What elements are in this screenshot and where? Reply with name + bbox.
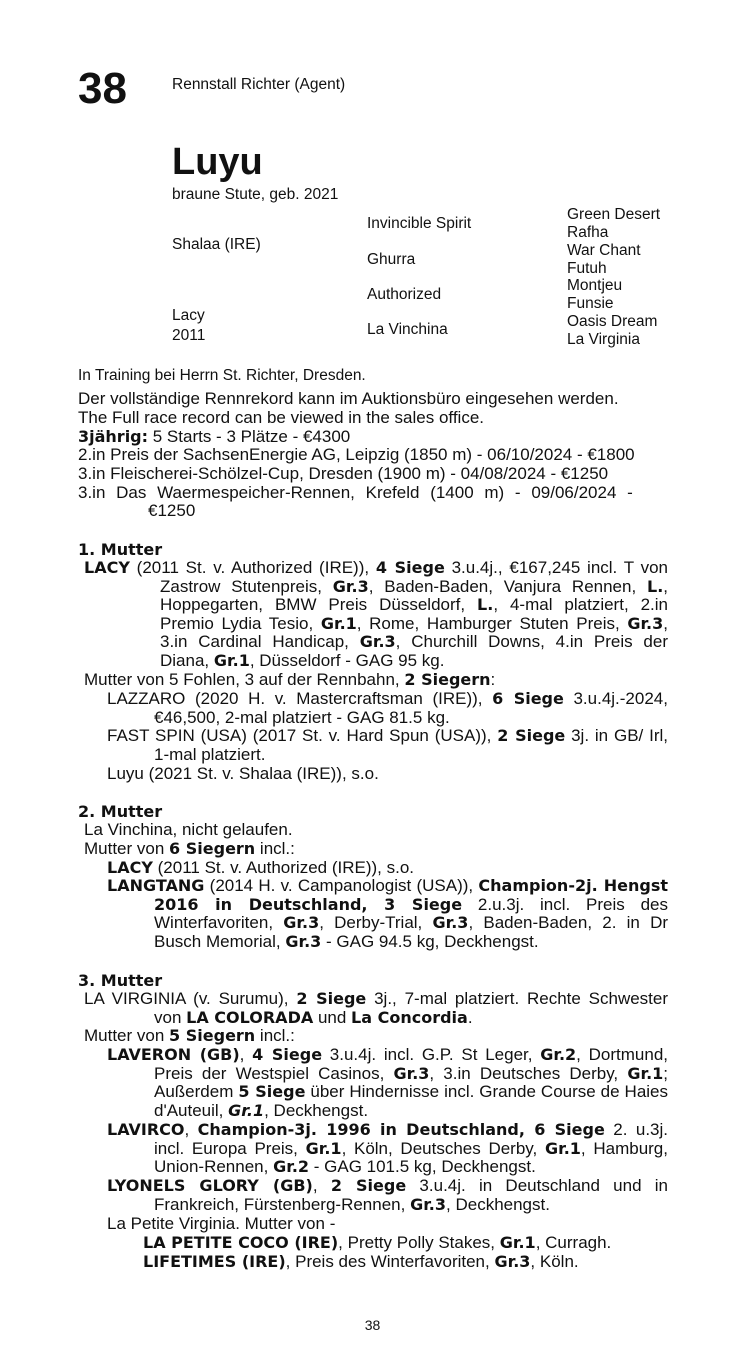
bold-run: Gr.3 [432, 913, 469, 932]
bold-run: Gr.3 [283, 913, 320, 932]
pedigree-dam: Lacy [172, 307, 205, 324]
pedigree-dam-year: 2011 [172, 327, 206, 344]
text-run: LA VIRGINIA (v. Surumu), [84, 989, 297, 1008]
text-run: - GAG 101.5 kg, Deckhengst. [309, 1157, 536, 1176]
bold-run: 5 Siegern [169, 1026, 256, 1045]
text-run: , Hoppegarten, BMW Preis Düsseldorf, [160, 576, 669, 614]
text-run: , Rome, Hamburger Stuten Preis, [356, 613, 628, 633]
pedigree-g3-4: Futuh [567, 260, 607, 277]
text-run: , 3.in Cardinal Handicap, [160, 613, 668, 651]
text-run: , Churchill Downs, 4.in Preis der Diana, [160, 632, 668, 670]
pedigree-sire-sire: Invincible Spirit [367, 215, 472, 232]
pedigree-g3-3: War Chant [567, 242, 641, 259]
bold-run: LANGTANG [107, 876, 205, 895]
text-run: , 3.in Deutsches Derby, [429, 1063, 628, 1083]
text-run: , Hamburg, Union-Rennen, [154, 1138, 668, 1176]
bold-run: Gr.1 [305, 1138, 342, 1158]
bold-run: Gr.3 [359, 632, 396, 651]
text-run: , Deckhengst. [264, 1100, 369, 1120]
produce-lyonels-glory [107, 1177, 668, 1214]
bold-run: Gr.2 [540, 1045, 577, 1064]
pedigree-sire-dam: Ghurra [367, 251, 416, 268]
text-run: La Vinchina, nicht gelaufen. [84, 820, 293, 839]
bold-run: LA PETITE COCO (IRE) [143, 1233, 339, 1252]
text-run: incl.: [255, 1026, 295, 1045]
bold-run: 4 Siege [375, 558, 445, 577]
pedigree-g3-1: Green Desert [567, 206, 661, 223]
text-run: : [490, 670, 496, 689]
age3-label: 3jährig: [78, 427, 149, 446]
text-run: , Köln, Deutsches Derby, [341, 1138, 545, 1158]
text-run: ; Außerdem [154, 1063, 669, 1101]
text-run: , Derby-Trial, [319, 913, 433, 932]
bold-run: Gr.1 [213, 650, 250, 670]
first-dam-record [84, 559, 668, 670]
bold-run: Gr.3 [285, 931, 322, 951]
bold-run: L. [477, 595, 494, 614]
bold-run: 2 Siegern [404, 670, 491, 689]
pedigree-dam-sire: Authorized [367, 286, 442, 303]
produce-langtang [107, 877, 668, 951]
third-dam-heading: 3. Mutter [78, 971, 163, 990]
pedigree-g3-2: Rafha [567, 224, 609, 241]
age3-summary [78, 428, 668, 447]
bold-run: Gr.3 [332, 576, 369, 596]
second-dam-record [84, 821, 668, 840]
bold-run: 2 Siege [330, 1176, 407, 1195]
text-run: Mutter von 5 Fohlen, 3 auf der Rennbahn, [84, 670, 405, 689]
text-run: (2014 H. v. Campanologist (USA)), [204, 876, 479, 895]
bold-run: 5 Siege [238, 1082, 306, 1101]
text-run: , Dortmund, Preis der Westspiel Casinos, [154, 1045, 669, 1083]
text-run: , [239, 1045, 253, 1064]
bold-run: Champion-3j. 1996 in Deutschland, 6 Siege [197, 1120, 605, 1139]
text-run: , Curragh. [535, 1233, 612, 1252]
pedigree-g3-5: Montjeu [567, 277, 623, 294]
second-dam-produce [84, 840, 668, 859]
text-run: Luyu (2021 St. v. Shalaa (IRE)), s.o. [107, 764, 379, 783]
text-run: FAST SPIN (USA) (2017 St. v. Hard Spun (USA)), [107, 726, 498, 745]
record-note-en: The Full race record can be viewed in the sales office. [78, 408, 485, 427]
text-run: (2011 St. v. Authorized (IRE)), [129, 558, 376, 577]
bold-run: Gr.1 [320, 613, 357, 633]
bold-run: Gr.1 [499, 1233, 536, 1252]
bold-run: 2 Siege [497, 726, 566, 745]
bold-run: Gr.3 [494, 1252, 531, 1271]
produce-lacy [107, 859, 668, 878]
bold-run: LYONELS GLORY (GB) [107, 1176, 313, 1195]
text-run: (2011 St. v. Authorized (IRE)), s.o. [152, 858, 414, 877]
produce-fast-spin [107, 727, 668, 764]
pedigree-g3-8: La Virginia [567, 331, 640, 348]
produce-luyu [107, 765, 668, 784]
text-run: . [467, 1007, 473, 1027]
first-dam-produce [84, 671, 668, 690]
pedigree-g3-7: Oasis Dream [567, 313, 658, 330]
race-result-3: 3.in Das Waermespeicher-Rennen, Krefeld (1400 m) - 09/06/2024 - [78, 483, 633, 502]
text-run: , Baden-Baden, Vanjura Rennen, [368, 576, 647, 596]
grand-produce-la-petite-coco [143, 1234, 668, 1253]
bold-run: 4 Siege [252, 1045, 323, 1064]
text-run: La Petite Virginia. Mutter von - [107, 1214, 336, 1233]
bold-run: La Concordia [351, 1007, 468, 1027]
bold-run: LA COLORADA [186, 1007, 314, 1027]
produce-la-petite-virginia [107, 1215, 668, 1234]
horse-name: Luyu [172, 141, 263, 183]
second-dam-heading: 2. Mutter [78, 802, 163, 821]
bold-run: Gr.3 [627, 613, 664, 633]
bold-run: Champion-2j. Hengst 2016 in Deutschland, 3 Siege [154, 876, 668, 914]
bold-run: 6 Siege [492, 689, 564, 708]
text-run: , [312, 1176, 331, 1195]
text-run: 3.u.4j.-2024, €46,500, 2-mal platziert - GAG 81.5 kg. [154, 689, 668, 727]
text-run: 3j., 7-mal platziert. Rechte Schwester von [154, 989, 669, 1027]
text-run: , 4-mal platziert, 2.in Premio Lydia Tesio, [160, 595, 669, 633]
grand-produce-lifetimes [143, 1253, 668, 1272]
age3-summary-text: 5 Starts - 3 Plätze - €4300 [148, 427, 351, 446]
text-run: - GAG 94.5 kg, Deckhengst. [321, 931, 539, 951]
third-dam-produce [84, 1027, 668, 1046]
text-run: , Preis des Winterfavoriten, [285, 1252, 495, 1271]
produce-laveron [107, 1046, 668, 1120]
text-run: 3j. in GB/ Irl, 1-mal platziert. [154, 726, 669, 764]
consignor: Rennstall Richter (Agent) [172, 76, 346, 93]
bold-run: LACY [84, 558, 130, 577]
text-run: 3.u.4j. in Deutschland und in Frankreich, Fürstenberg-Rennen, [154, 1176, 668, 1214]
text-run: LAZZARO (2020 H. v. Mastercraftsman (IRE)), [107, 689, 493, 708]
text-run: und [313, 1007, 352, 1027]
bold-run: 2 Siege [296, 989, 367, 1008]
horse-description: braune Stute, geb. 2021 [172, 186, 339, 203]
bold-run: Gr.1 [627, 1063, 664, 1083]
produce-lazzaro [107, 690, 668, 727]
bold-run: L. [647, 576, 664, 596]
bold-run: LAVERON (GB) [107, 1045, 240, 1064]
page-number: 38 [364, 1317, 381, 1333]
text-run: 2.u.3j. incl. Preis des Winterfavoriten, [154, 894, 668, 932]
race-result-1: 2.in Preis der SachsenEnergie AG, Leipzig (1850 m) - 06/10/2024 - €1800 [78, 445, 635, 464]
bold-run: 6 Siegern [169, 839, 256, 858]
text-run: , [184, 1120, 198, 1139]
text-run: , Köln. [530, 1252, 579, 1271]
lot-number: 38 [78, 64, 127, 113]
text-run: 3.u.4j. incl. G.P. St Leger, [322, 1045, 541, 1064]
first-dam-heading: 1. Mutter [78, 540, 163, 559]
text-run: incl.: [255, 839, 295, 858]
record-note-de: Der vollständige Rennrekord kann im Auktionsbüro eingesehen werden. [78, 389, 619, 408]
bold-run: Gr.3 [410, 1194, 447, 1214]
bold-run: LAVIRCO [107, 1120, 185, 1139]
race-result-3-prize: €1250 [148, 501, 196, 520]
bold-run: Gr.3 [393, 1063, 430, 1083]
third-dam-record [84, 990, 668, 1027]
bold-run: Gr.1 [544, 1138, 581, 1158]
produce-lavirco [107, 1121, 668, 1177]
pedigree-sire: Shalaa (IRE) [172, 236, 261, 253]
pedigree-g3-6: Funsie [567, 295, 614, 312]
text-run: Mutter von [84, 1026, 170, 1045]
text-run: 2. u.3j. incl. Europa Preis, [154, 1120, 668, 1158]
training-info: In Training bei Herrn St. Richter, Dresden. [78, 367, 366, 384]
text-run: , Pretty Polly Stakes, [338, 1233, 500, 1252]
text-run: , Düsseldorf - GAG 95 kg. [249, 650, 445, 670]
pedigree-dam-dam: La Vinchina [367, 321, 448, 338]
race-result-2: 3.in Fleischerei-Schölzel-Cup, Dresden (1900 m) - 04/08/2024 - €1250 [78, 464, 609, 483]
text-run: , Deckhengst. [446, 1194, 550, 1214]
text-run: über Hindernisse incl. Grande Course de Haies d'Auteuil, [154, 1082, 669, 1120]
bold-run: LACY [107, 858, 153, 877]
bold-run: LIFETIMES (IRE) [143, 1252, 286, 1271]
bold-run: Gr.2 [273, 1157, 310, 1176]
text-run: , Baden-Baden, 2. in Dr Busch Memorial, [154, 913, 669, 951]
text-run: 3.u.4j., €167,245 incl. T von Zastrow Stutenpreis, [160, 558, 668, 596]
bold-italic-run: Gr.1 [228, 1100, 265, 1120]
text-run: Mutter von [84, 839, 170, 858]
